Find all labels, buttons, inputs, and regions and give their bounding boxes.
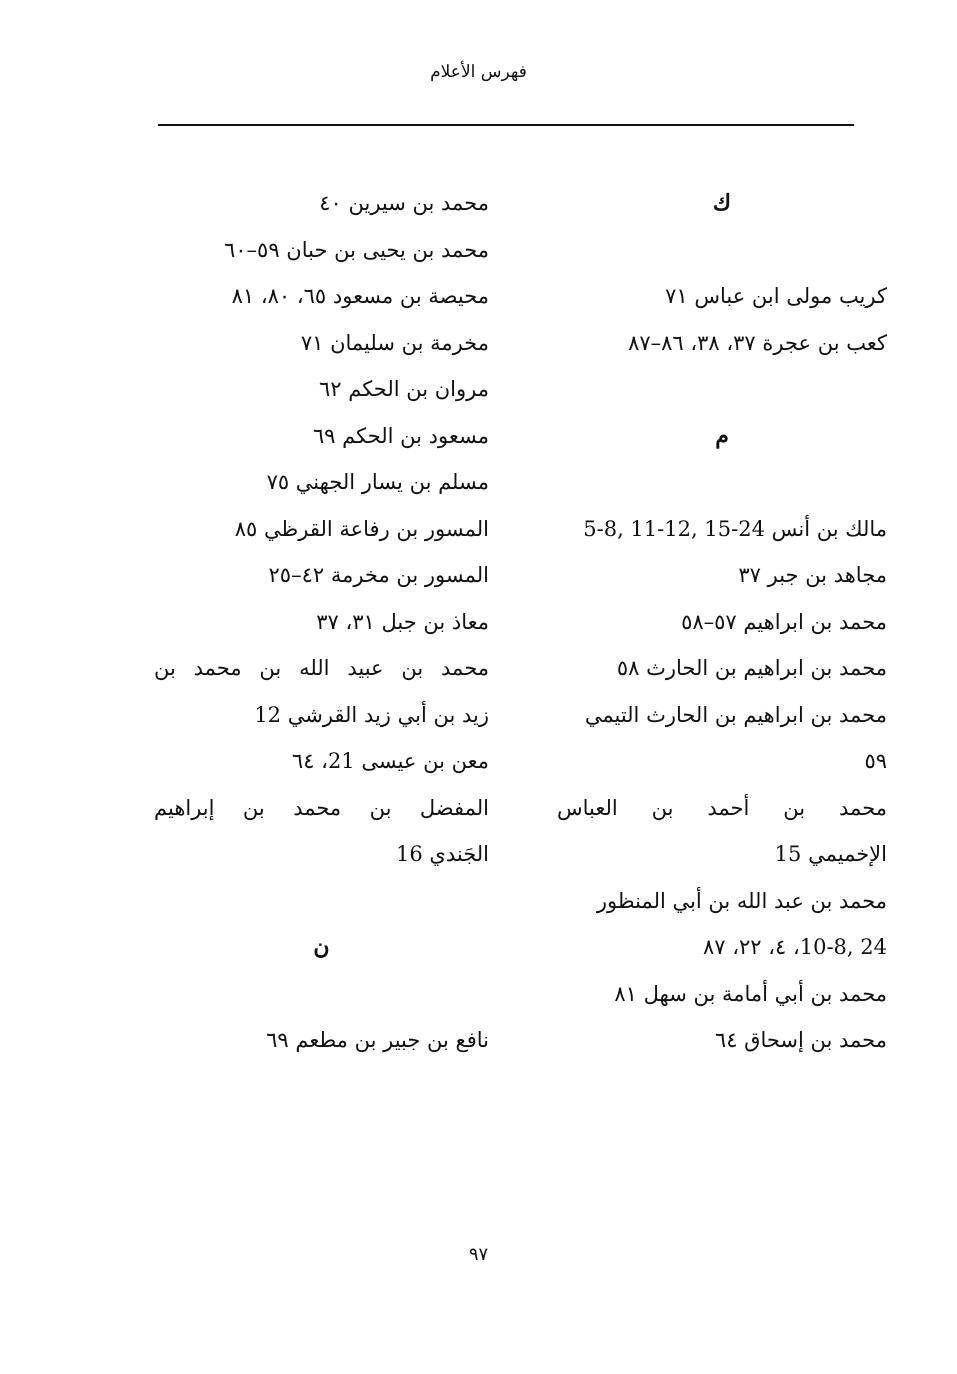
index-entry: كعب بن عجرة ٣٧، ٣٨، ٨٦–٨٧ xyxy=(628,330,887,355)
page-header-title: فهرس الأعلام xyxy=(430,62,527,82)
section-letter: م xyxy=(715,422,729,449)
blank-line xyxy=(154,971,489,1018)
index-column-right xyxy=(557,180,887,1064)
blank-line xyxy=(557,459,887,506)
index-entry: محمد بن ابراهيم ٥٧–٥٨ xyxy=(681,609,887,634)
index-entry: محمد بن أحمد بن العباس xyxy=(557,795,887,820)
index-entry: محمد بن إسحاق ٦٤ xyxy=(714,1028,887,1052)
blank-line xyxy=(557,227,887,274)
index-entry-continuation: 24 ,10-8، ٤، ٢٢، ٨٧ xyxy=(702,935,887,959)
index-entry-continuation: ٥٩ xyxy=(864,749,887,773)
page-number: ٩٧ xyxy=(468,1244,489,1265)
header-rule xyxy=(158,124,854,126)
index-entry: محمد بن سيرين ٤٠ xyxy=(319,191,489,215)
index-column-left xyxy=(154,180,489,1064)
index-entry: محمد بن ابراهيم بن الحارث التيمي xyxy=(584,702,887,727)
index-entry: المسور بن رفاعة القرظي ٨٥ xyxy=(234,516,489,541)
index-entry: مجاهد بن جبر ٣٧ xyxy=(738,563,887,587)
index-entry: محمد بن أبي أمامة بن سهل ٨١ xyxy=(614,981,887,1006)
index-entry: المسور بن مخرمة ٤٢–٢٥ xyxy=(268,563,489,587)
index-entry: مسلم بن يسار الجهني ٧٥ xyxy=(266,470,489,494)
blank-line xyxy=(557,366,887,413)
section-letter: ك xyxy=(712,190,732,216)
index-entry: مالك بن أنس 24-15 ,12-11 ,8-5 xyxy=(583,516,887,541)
index-entry: مروان بن الحكم ٦٢ xyxy=(318,377,489,401)
index-entry: معاذ بن جبل ٣١، ٣٧ xyxy=(316,609,489,634)
section-letter: ن xyxy=(313,934,330,960)
blank-line xyxy=(154,878,489,925)
index-entry: محيصة بن مسعود ٦٥، ٨٠، ٨١ xyxy=(231,284,489,308)
index-entry: مخرمة بن سليمان ٧١ xyxy=(300,330,489,355)
index-entry: كريب مولى ابن عباس ٧١ xyxy=(665,284,887,308)
index-entry: الجَندي 16 xyxy=(396,842,489,866)
index-entry-continuation: الإخميمي 15 xyxy=(774,842,887,866)
index-entry: معن بن عيسى 21، ٦٤ xyxy=(291,749,489,773)
index-entry: محمد بن يحيى بن حبان ٥٩–٦٠ xyxy=(223,237,489,262)
index-entry: نافع بن جبير بن مطعم ٦٩ xyxy=(266,1028,489,1052)
index-entry: محمد بن عبد الله بن أبي المنظور xyxy=(596,888,887,913)
index-entry: محمد بن ابراهيم بن الحارث ٥٨ xyxy=(616,656,887,680)
index-entry: زيد بن أبي زيد القرشي 12 xyxy=(254,702,489,727)
index-entry: محمد بن عبيد الله بن محمد بن xyxy=(154,656,489,680)
index-entry: مسعود بن الحكم ٦٩ xyxy=(312,423,489,448)
index-entry: المفضل بن محمد بن إبراهيم xyxy=(154,795,489,820)
